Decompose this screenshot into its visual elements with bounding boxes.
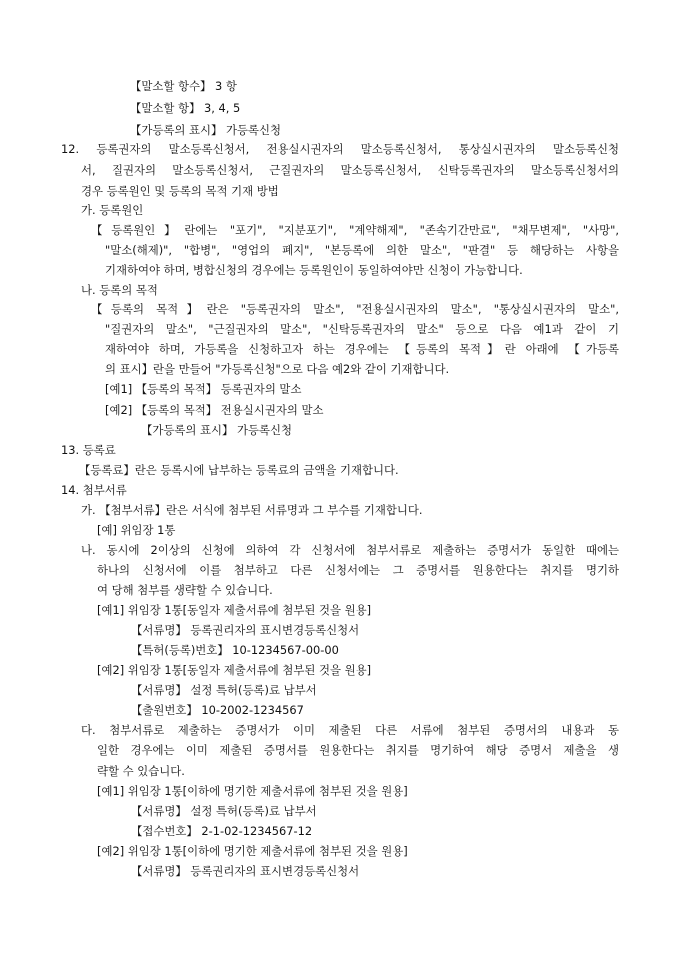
text-line: 【가등록의 표시】 가등록신청: [130, 123, 282, 137]
text-line: 다. 첨부서류로 제출하는 증명서가 이미 제출된 다른 서류에 첨부된 증명서의 내용과 동: [81, 723, 619, 737]
text-line: 【말소할 항수】 3 항: [130, 79, 237, 93]
text-line: "말소(해제)", "합병", "영업의 폐지", "본등록에 의한 말소", "판결" 등 해당하는 사항을: [105, 243, 619, 257]
example-line: 【특허(등록)번호】 10-1234567-00-00: [131, 643, 339, 657]
text-line: 하나의 신청서에 이를 첨부하고 다른 신청서에는 그 증명서를 원용한다는 취지를 명기하: [97, 563, 619, 577]
text-line: 략할 수 있습니다.: [97, 764, 185, 778]
text-line: 【등록원인】란에는 "포기", "지분포기", "계약해제", "존속기간만료", "채무변제", "사망",: [91, 223, 619, 237]
text-line: 【등록의 목적】란은 "등록권자의 말소", "전용실시권자의 말소", "통상실시권자의 말소",: [91, 302, 619, 316]
example-line: 【출원번호】 10-2002-1234567: [131, 703, 304, 717]
text-line: 나. 동시에 2이상의 신청에 의하여 각 신청서에 첨부서류로 제출하는 증명서가 동일한 때에는: [81, 543, 619, 557]
example-line: 【가등록의 표시】 가등록신청: [141, 423, 293, 437]
text-line: 가. 【첨부서류】란은 서식에 첨부된 서류명과 그 부수를 기재합니다.: [81, 503, 423, 517]
text-line: 의 표시】란을 만들어 "가등록신청"으로 다음 예2와 같이 기재합니다.: [105, 362, 450, 376]
text-line: 【등록료】란은 등록시에 납부하는 등록료의 금액을 기재합니다.: [79, 463, 399, 477]
example-line: [예1] 【등록의 목적】 등록권자의 말소: [105, 382, 302, 396]
text-line: 경우 등록원인 및 등록의 목적 기재 방법: [81, 184, 279, 198]
text-line: "질권자의 말소", "근질권자의 말소", "신탁등록권자의 말소" 등으로 다음 예1과 같이 기: [105, 322, 619, 336]
text-line: 여 당해 첨부를 생략할 수 있습니다.: [97, 583, 273, 597]
example-line: 【접수번호】 2-1-02-1234567-12: [131, 824, 313, 838]
example-line: [예2] 위임장 1통[동일자 제출서류에 첨부된 것을 원용]: [97, 663, 372, 677]
example-line: [예2] 【등록의 목적】 전용실시권자의 말소: [105, 403, 324, 417]
subsection-heading: 가. 등록원인: [81, 203, 144, 217]
text-line: 서, 질권자의 말소등록신청서, 근질권자의 말소등록신청서, 신탁등록권자의 말소등록신청서의: [81, 163, 619, 177]
section-13-heading: 13. 등록료: [61, 443, 116, 457]
section-14-heading: 14. 첨부서류: [61, 483, 127, 497]
example-line: 【서류명】 등록권리자의 표시변경등록신청서: [131, 623, 360, 637]
example-line: [예2] 위임장 1통[이하에 명기한 제출서류에 첨부된 것을 원용]: [97, 844, 408, 858]
example-line: 【서류명】 설정 특허(등록)료 납부서: [131, 683, 317, 697]
text-line: 재하여야 하며, 가등록을 신청하고자 하는 경우에는 【등록의 목적】란 아래에 【가등록: [105, 342, 619, 356]
text-line: 기재하여야 하며, 병합신청의 경우에는 등록원인이 동일하여야만 신청이 가능합니다.: [105, 263, 523, 277]
example-line: [예] 위임장 1통: [97, 523, 176, 537]
example-line: 【서류명】 등록권리자의 표시변경등록신청서: [131, 864, 360, 878]
subsection-heading: 나. 등록의 목적: [81, 283, 158, 297]
example-line: [예1] 위임장 1통[동일자 제출서류에 첨부된 것을 원용]: [97, 603, 372, 617]
text-line: 일한 경우에는 이미 제출된 증명서를 원용한다는 취지를 명기하여 해당 증명서 제출을 생: [97, 743, 619, 757]
example-line: 【서류명】 설정 특허(등록)료 납부서: [131, 804, 317, 818]
section-12-heading: 12. 등록권자의 말소등록신청서, 전용실시권자의 말소등록신청서, 통상실시권자의 말소등록신청: [61, 142, 619, 156]
example-line: [예1] 위임장 1통[이하에 명기한 제출서류에 첨부된 것을 원용]: [97, 784, 408, 798]
text-line: 【말소할 항】 3, 4, 5: [130, 101, 241, 115]
